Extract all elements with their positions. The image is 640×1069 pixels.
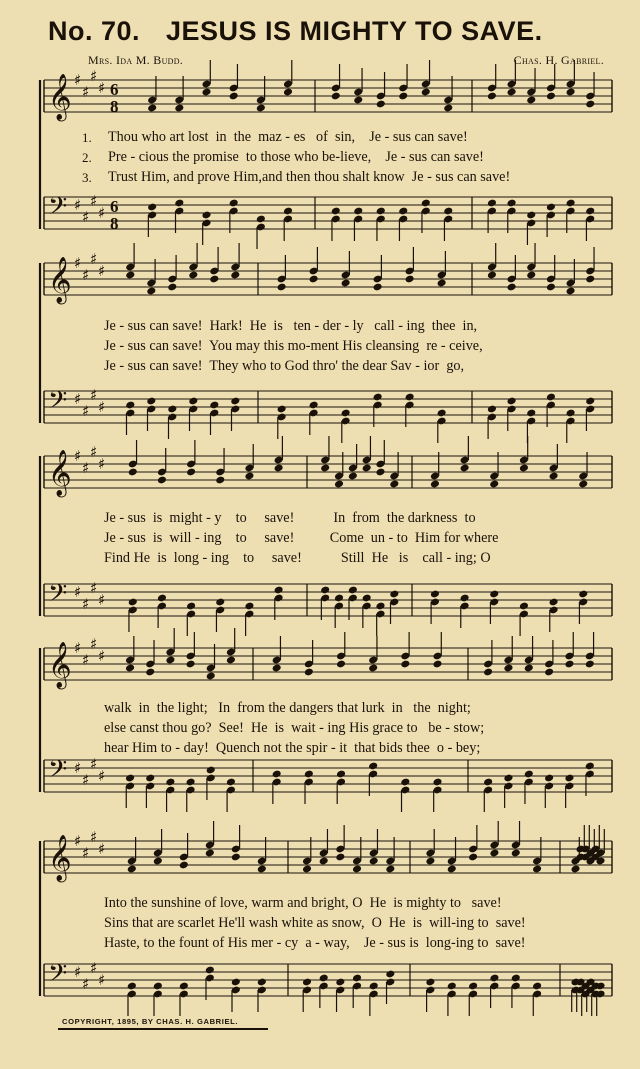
svg-text:♯: ♯ bbox=[90, 442, 98, 461]
bass-clef-icon: 𝄢 bbox=[48, 386, 68, 421]
treble-clef-icon: 𝄞 bbox=[48, 450, 72, 496]
svg-text:♯: ♯ bbox=[90, 634, 98, 653]
verse-number: 3. bbox=[82, 170, 92, 185]
svg-text:♯: ♯ bbox=[90, 385, 98, 404]
lyric-line: Trust Him, and prove Him,and then thou shalt know Je - sus can save! bbox=[108, 169, 511, 185]
svg-text:♯: ♯ bbox=[82, 594, 90, 613]
svg-text:♯: ♯ bbox=[74, 638, 82, 657]
svg-text:♯: ♯ bbox=[98, 646, 106, 665]
svg-text:♯: ♯ bbox=[74, 758, 82, 777]
treble-clef-icon: 𝄞 bbox=[48, 257, 72, 303]
lyric-line: Je - sus is will - ing to save! Come un - to Him for where bbox=[104, 530, 499, 546]
svg-text:♯: ♯ bbox=[98, 261, 106, 280]
lyric-line: Je - sus can save! They who to God thro' the dear Sav - ior go, bbox=[104, 358, 465, 374]
lyric-line: else canst thou go? See! He is wait - ing His grace to be - stow; bbox=[104, 720, 485, 736]
verse-number: 2. bbox=[82, 150, 92, 165]
svg-text:♯: ♯ bbox=[90, 578, 98, 597]
svg-text:8: 8 bbox=[110, 214, 119, 233]
notes-icon bbox=[127, 821, 606, 873]
svg-text:♯: ♯ bbox=[98, 203, 106, 222]
hymn-title: JESUS IS MIGHTY TO SAVE. bbox=[166, 16, 543, 46]
lyric-line: Je - sus is might - y to save! In from the darkness to bbox=[104, 510, 476, 526]
svg-text:♯: ♯ bbox=[90, 754, 98, 773]
svg-text:♯: ♯ bbox=[74, 389, 82, 408]
svg-text:♯: ♯ bbox=[98, 78, 106, 97]
lyric-line: Haste, to the fount of His mer - cy a - way, Je - sus is long-ing to save! bbox=[104, 935, 526, 951]
svg-text:♯: ♯ bbox=[98, 970, 106, 989]
lyric-line: Je - sus can save! You may this mo-ment His cleansing re - ceive, bbox=[104, 338, 483, 354]
lyricist-credit: Mrs. Ida M. Budd. bbox=[88, 53, 184, 67]
lyric-line: Je - sus can save! Hark! He is ten - der - ly call - ing thee in, bbox=[104, 318, 478, 334]
svg-text:♯: ♯ bbox=[82, 82, 90, 101]
composer-credit: Chas. H. Gabriel. bbox=[513, 53, 604, 67]
verse-number: 1. bbox=[82, 130, 92, 145]
svg-text:♯: ♯ bbox=[82, 401, 90, 420]
svg-text:♯: ♯ bbox=[90, 66, 98, 85]
lyric-line: Pre - cious the promise to those who be-lieve, Je - sus can save! bbox=[108, 149, 484, 165]
svg-text:♯: ♯ bbox=[74, 962, 82, 981]
hymn-number: No. 70. bbox=[48, 16, 141, 46]
treble-clef-icon: 𝄞 bbox=[48, 642, 72, 688]
svg-text:♯: ♯ bbox=[82, 843, 90, 862]
svg-text:♯: ♯ bbox=[74, 831, 82, 850]
lyric-line: Into the sunshine of love, warm and bright, O He is mighty to save! bbox=[104, 895, 502, 911]
svg-text:♯: ♯ bbox=[98, 590, 106, 609]
svg-text:♯: ♯ bbox=[98, 839, 106, 858]
svg-text:♯: ♯ bbox=[90, 827, 98, 846]
svg-text:♯: ♯ bbox=[82, 650, 90, 669]
svg-text:8: 8 bbox=[110, 97, 119, 116]
copyright-notice: COPYRIGHT, 1895, BY CHAS. H. GABRIEL. bbox=[62, 1017, 239, 1026]
svg-text:♯: ♯ bbox=[90, 249, 98, 268]
lyric-line: Sins that are scarlet He'll wash white as snow, O He is will-ing to save! bbox=[104, 915, 526, 931]
svg-text:♯: ♯ bbox=[74, 582, 82, 601]
svg-text:♯: ♯ bbox=[82, 207, 90, 226]
svg-text:♯: ♯ bbox=[74, 195, 82, 214]
bass-clef-icon: 𝄢 bbox=[48, 579, 68, 614]
notes-icon bbox=[127, 966, 606, 1016]
svg-text:♯: ♯ bbox=[74, 253, 82, 272]
svg-text:6: 6 bbox=[110, 197, 119, 216]
svg-text:♯: ♯ bbox=[90, 958, 98, 977]
lyric-line: hear Him to - day! Quench not the spir - it that bids thee o - bey; bbox=[104, 740, 481, 756]
treble-clef-icon: 𝄞 bbox=[48, 74, 72, 120]
lyric-line: Thou who art lost in the maz - es of sin, Je - sus can save! bbox=[108, 129, 468, 145]
svg-text:♯: ♯ bbox=[98, 454, 106, 473]
svg-text:♯: ♯ bbox=[82, 265, 90, 284]
svg-text:♯: ♯ bbox=[82, 458, 90, 477]
svg-text:6: 6 bbox=[110, 80, 119, 99]
svg-text:♯: ♯ bbox=[98, 766, 106, 785]
svg-text:♯: ♯ bbox=[82, 974, 90, 993]
bass-clef-icon: 𝄢 bbox=[48, 192, 68, 227]
svg-text:♯: ♯ bbox=[74, 70, 82, 89]
svg-text:♯: ♯ bbox=[74, 446, 82, 465]
svg-text:♯: ♯ bbox=[90, 191, 98, 210]
lyric-line: walk in the light; In from the dangers that lurk in the night; bbox=[104, 700, 471, 716]
svg-text:♯: ♯ bbox=[98, 397, 106, 416]
copyright-rule bbox=[58, 1028, 268, 1030]
svg-text:♯: ♯ bbox=[82, 770, 90, 789]
treble-clef-icon: 𝄞 bbox=[48, 835, 72, 881]
bass-clef-icon: 𝄢 bbox=[48, 755, 68, 790]
lyric-line: Find He is long - ing to save! Still He is call - ing; O bbox=[104, 550, 491, 566]
bass-clef-icon: 𝄢 bbox=[48, 959, 68, 994]
